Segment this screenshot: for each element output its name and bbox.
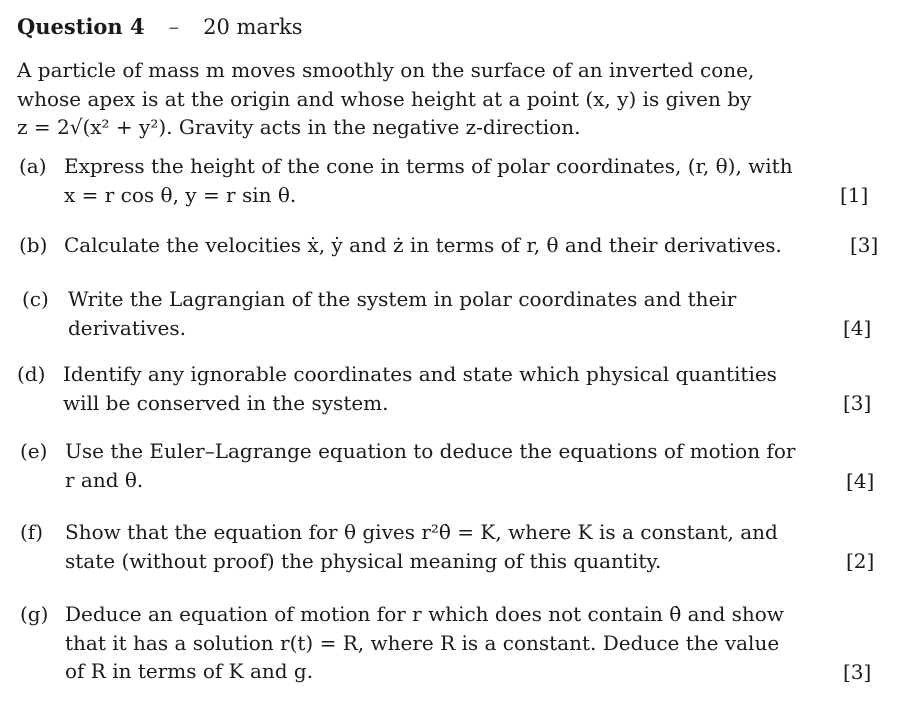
part-b-label: (b)	[19, 233, 48, 257]
part-g-line-2: that it has a solution r(t) = R, where R is a constant. Deduce the value	[65, 630, 780, 655]
part-f-label: (f)	[20, 520, 44, 544]
part-f-line-1: Show that the equation for θ gives r²θ̇ = K, where K is a constant, and	[65, 520, 778, 544]
part-a-line-1: Express the height of the cone in terms of polar coordinates, (r, θ), with	[64, 154, 793, 178]
part-e-line-2: r and θ.	[65, 467, 144, 492]
part-c-label: (c)	[22, 287, 49, 311]
part-d-marks: [3]	[843, 391, 872, 415]
part-d-line-2: will be conserved in the system.	[63, 390, 389, 415]
part-c-text	[68, 285, 808, 342]
part-a-line-2: x = r cos θ, y = r sin θ.	[64, 182, 297, 207]
part-a-label: (a)	[19, 154, 47, 178]
part-e-marks: [4]	[846, 469, 875, 493]
part-d-label: (d)	[17, 362, 46, 386]
question-number: Question 4	[17, 14, 145, 39]
part-g-text	[65, 600, 805, 686]
question-intro	[17, 56, 777, 142]
part-b-line-1: Calculate the velocities ẋ, ẏ and ż in terms of r, θ and their derivatives.	[64, 233, 782, 257]
part-b-marks: [3]	[850, 233, 879, 257]
part-g-label: (g)	[20, 602, 49, 626]
part-g-line-1: Deduce an equation of motion for r which does not contain θ̇ and show	[65, 602, 784, 626]
part-a-text	[64, 152, 804, 209]
part-d-line-1: Identify any ignorable coordinates and state which physical quantities	[63, 362, 777, 386]
part-e-text	[65, 437, 805, 494]
part-e-line-1: Use the Euler–Lagrange equation to deduce the equations of motion for	[65, 439, 796, 463]
part-c-line-1: Write the Lagrangian of the system in polar coordinates and their	[68, 287, 737, 311]
intro-line-1: A particle of mass m moves smoothly on the surface of an inverted cone,	[17, 58, 755, 82]
part-c-marks: [4]	[843, 316, 872, 340]
intro-line-3: z = 2√(x² + y²). Gravity acts in the negative z-direction.	[17, 115, 581, 139]
header-separator: –	[168, 15, 180, 39]
part-a-marks: [1]	[840, 183, 869, 207]
question-marks: 20 marks	[203, 15, 303, 39]
part-g-marks: [3]	[843, 660, 872, 684]
question-header	[17, 14, 303, 39]
part-b-text	[64, 231, 844, 260]
part-f-marks: [2]	[846, 549, 875, 573]
part-c-line-2: derivatives.	[68, 315, 187, 340]
part-d-text	[63, 360, 803, 417]
part-f-text	[65, 518, 805, 575]
part-e-label: (e)	[20, 439, 48, 463]
intro-line-2: whose apex is at the origin and whose height at a point (x, y) is given by	[17, 86, 752, 111]
part-g-line-3: of R in terms of K and g.	[65, 659, 314, 683]
part-f-line-2: state (without proof) the physical meaning of this quantity.	[65, 548, 662, 573]
